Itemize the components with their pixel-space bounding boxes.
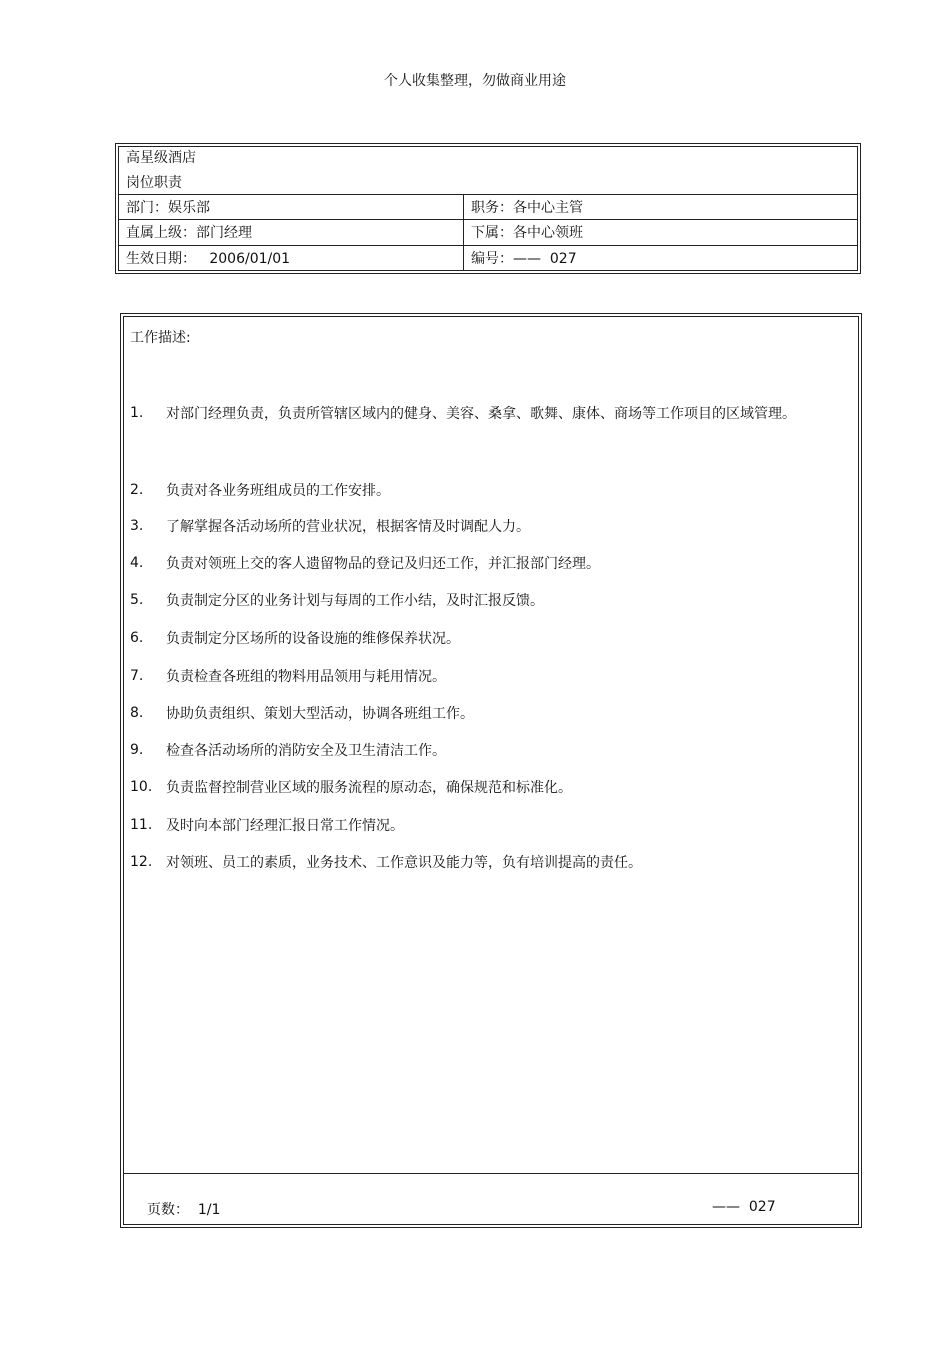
duty-item (130, 705, 830, 732)
footer-divider (124, 1173, 858, 1174)
description-title: 工作描述: (130, 330, 191, 346)
department-cell: 部门：娱乐部 (119, 195, 464, 219)
position-cell: 职务：各中心主管 (471, 200, 583, 217)
duty-number: 3. (130, 518, 144, 534)
duty-text: 协助负责组织、策划大型活动，协调各班组工作。 (166, 706, 474, 722)
duty-text: 负责监督控制营业区域的服务流程的原动态，确保规范和标准化。 (166, 780, 572, 796)
duty-number: 7. (130, 668, 144, 684)
header-title-block (119, 147, 857, 195)
header-row-date (119, 246, 857, 270)
duty-number: 1. (130, 405, 144, 421)
duty-number: 11. (130, 817, 153, 833)
duty-item (130, 518, 830, 545)
duty-text: 及时向本部门经理汇报日常工作情况。 (166, 818, 404, 834)
header-row-department (119, 195, 857, 220)
header-table-inner (118, 146, 858, 271)
duty-text: 对领班、员工的素质，业务技术、工作意识及能力等，负有培训提高的责任。 (166, 855, 642, 871)
duty-number: 12. (130, 854, 153, 870)
duty-text: 负责制定分区场所的设备设施的维修保养状况。 (166, 631, 460, 647)
duty-item (130, 405, 830, 432)
duty-text: 负责对领班上交的客人遗留物品的登记及归还工作，并汇报部门经理。 (166, 556, 600, 572)
header-table (115, 143, 861, 274)
duty-text: 检查各活动场所的消防安全及卫生清洁工作。 (166, 743, 446, 759)
duty-item (130, 854, 830, 881)
subordinate-cell: 下属：各中心领班 (471, 225, 583, 242)
description-box-inner (123, 316, 859, 1225)
hotel-name: 高星级酒店 (126, 150, 196, 166)
duty-text: 负责制定分区的业务计划与每周的工作小结，及时汇报反馈。 (166, 593, 544, 609)
duty-item (130, 817, 830, 844)
duty-number: 10. (130, 779, 153, 795)
duty-number: 9. (130, 742, 144, 758)
page-count: 页数： 1/1 (147, 1202, 221, 1218)
duty-text: 负责检查各班组的物料用品领用与耗用情况。 (166, 669, 446, 685)
effective-date-cell: 生效日期： 2006/01/01 (119, 246, 464, 270)
duty-text: 负责对各业务班组成员的工作安排。 (166, 483, 390, 499)
watermark-text: 个人收集整理，勿做商业用途 (384, 73, 566, 89)
duty-item (130, 779, 830, 806)
duty-item (130, 668, 830, 695)
duty-text: 对部门经理负责，负责所管辖区域内的健身、美容、桑拿、歌舞、康体、商场等工作项目的区域管理。 (166, 406, 796, 422)
superior-cell: 直属上级：部门经理 (119, 220, 464, 244)
document-code: —— 027 (712, 1199, 776, 1215)
header-row-reporting (119, 220, 857, 245)
duty-number: 6. (130, 630, 144, 646)
duty-number: 8. (130, 705, 144, 721)
duty-item (130, 482, 830, 509)
duty-number: 2. (130, 482, 144, 498)
description-box (120, 313, 862, 1228)
duty-item (130, 555, 830, 582)
duty-text: 了解掌握各活动场所的营业状况，根据客情及时调配人力。 (166, 519, 530, 535)
duty-item (130, 742, 830, 769)
number-cell: 编号：—— 027 (471, 250, 577, 267)
duty-number: 4. (130, 555, 144, 571)
duty-number: 5. (130, 592, 144, 608)
duty-item (130, 592, 830, 619)
duty-item (130, 630, 830, 657)
document-type: 岗位职责 (126, 175, 182, 191)
